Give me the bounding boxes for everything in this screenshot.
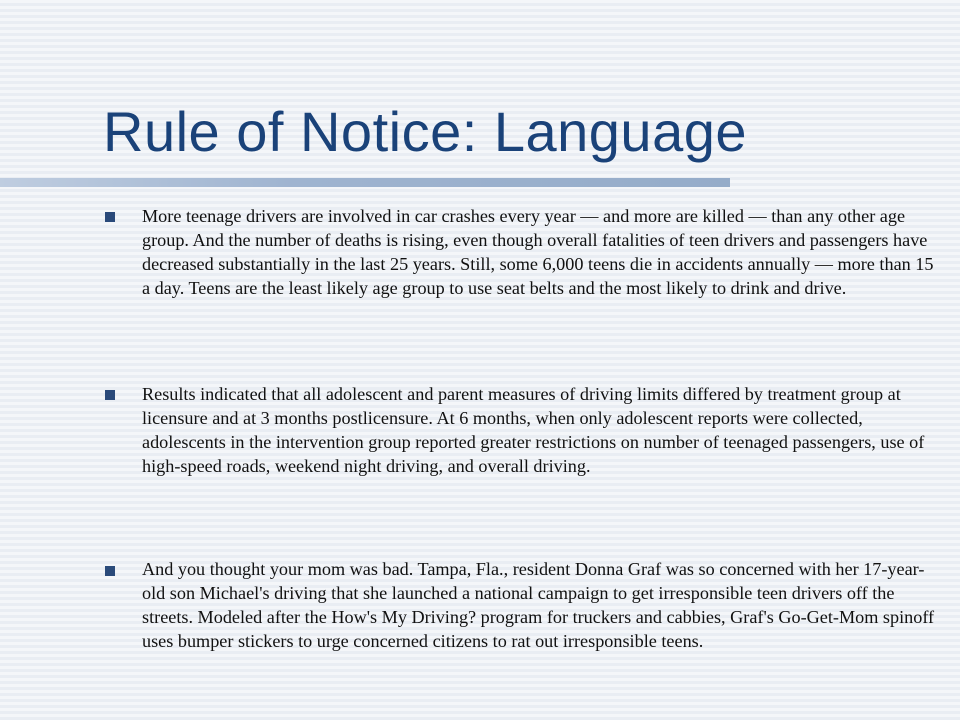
square-bullet-icon xyxy=(105,566,115,576)
background-stripe xyxy=(0,516,960,519)
background-stripe xyxy=(0,654,960,657)
background-stripe xyxy=(0,300,960,303)
background-stripe xyxy=(0,318,960,321)
background-stripe xyxy=(0,48,960,51)
background-stripe xyxy=(0,696,960,699)
background-stripe xyxy=(0,480,960,483)
background-stripe xyxy=(0,54,960,57)
background-stripe xyxy=(0,552,960,555)
background-stripe xyxy=(0,534,960,537)
background-stripe xyxy=(0,36,960,39)
background-stripe xyxy=(0,84,960,87)
background-stripe xyxy=(0,708,960,711)
background-stripe xyxy=(0,66,960,69)
background-stripe xyxy=(0,168,960,171)
background-stripe xyxy=(0,540,960,543)
background-stripe xyxy=(0,192,960,195)
background-stripe xyxy=(0,714,960,717)
background-stripe xyxy=(0,78,960,81)
background-stripe xyxy=(0,660,960,663)
square-bullet-icon xyxy=(105,212,115,222)
background-stripe xyxy=(0,72,960,75)
background-stripe xyxy=(0,90,960,93)
title-underline-bar xyxy=(0,178,730,187)
background-stripe xyxy=(0,366,960,369)
background-stripe xyxy=(0,6,960,9)
background-stripe xyxy=(0,690,960,693)
background-stripe xyxy=(0,330,960,333)
slide-title: Rule of Notice: Language xyxy=(103,100,747,163)
background-stripe xyxy=(0,354,960,357)
background-stripe xyxy=(0,678,960,681)
bullet-text: Results indicated that all adolescent and parent measures of driving limits differed by treatment group at licensure and at 3 months postlicensure. At 6 months, when only adolescent reports were collected, adolescents in the intervention group reported greater restrictions on number of teenaged passengers, use of high-speed roads, weekend night driving, and overall driving. xyxy=(142,384,925,476)
background-stripe xyxy=(0,18,960,21)
bullet-text: More teenage drivers are involved in car crashes every year — and more are killed — than any other age group. And the number of deaths is rising, even though overall fatalities of teen drivers and passengers have decreased substantially in the last 25 years. Still, some 6,000 teens die in accidents annually — more than 15 a day. Teens are the least likely age group to use seat belts and the most likely to drink and drive. xyxy=(142,206,934,298)
background-stripe xyxy=(0,12,960,15)
background-stripe xyxy=(0,30,960,33)
background-stripe xyxy=(0,0,960,3)
background-stripe xyxy=(0,504,960,507)
background-stripe xyxy=(0,306,960,309)
background-stripe xyxy=(0,324,960,327)
background-stripe xyxy=(0,336,960,339)
background-stripe xyxy=(0,42,960,45)
background-stripe xyxy=(0,378,960,381)
background-stripe xyxy=(0,666,960,669)
background-stripe xyxy=(0,702,960,705)
background-stripe xyxy=(0,672,960,675)
background-stripe xyxy=(0,492,960,495)
background-stripe xyxy=(0,546,960,549)
background-stripe xyxy=(0,198,960,201)
background-stripe xyxy=(0,360,960,363)
background-stripe xyxy=(0,510,960,513)
background-stripe xyxy=(0,60,960,63)
bullet-text: And you thought your mom was bad. Tampa, Fla., resident Donna Graf was so concerned with her 17-year-old son Michael's driving that she launched a national campaign to get irresponsible teen drivers off the streets. Modeled after the How's My Driving? program for truckers and cabbies, Graf's Go-Get-Mom spinoff uses bumper stickers to urge concerned citizens to rat out irresponsible teens. xyxy=(142,559,935,651)
background-stripe xyxy=(0,498,960,501)
background-stripe xyxy=(0,372,960,375)
background-stripe xyxy=(0,528,960,531)
background-stripe xyxy=(0,342,960,345)
background-stripe xyxy=(0,348,960,351)
square-bullet-icon xyxy=(105,390,115,400)
background-stripe xyxy=(0,174,960,177)
background-stripe xyxy=(0,486,960,489)
background-stripe xyxy=(0,312,960,315)
background-stripe xyxy=(0,684,960,687)
background-stripe xyxy=(0,24,960,27)
background-stripe xyxy=(0,522,960,525)
